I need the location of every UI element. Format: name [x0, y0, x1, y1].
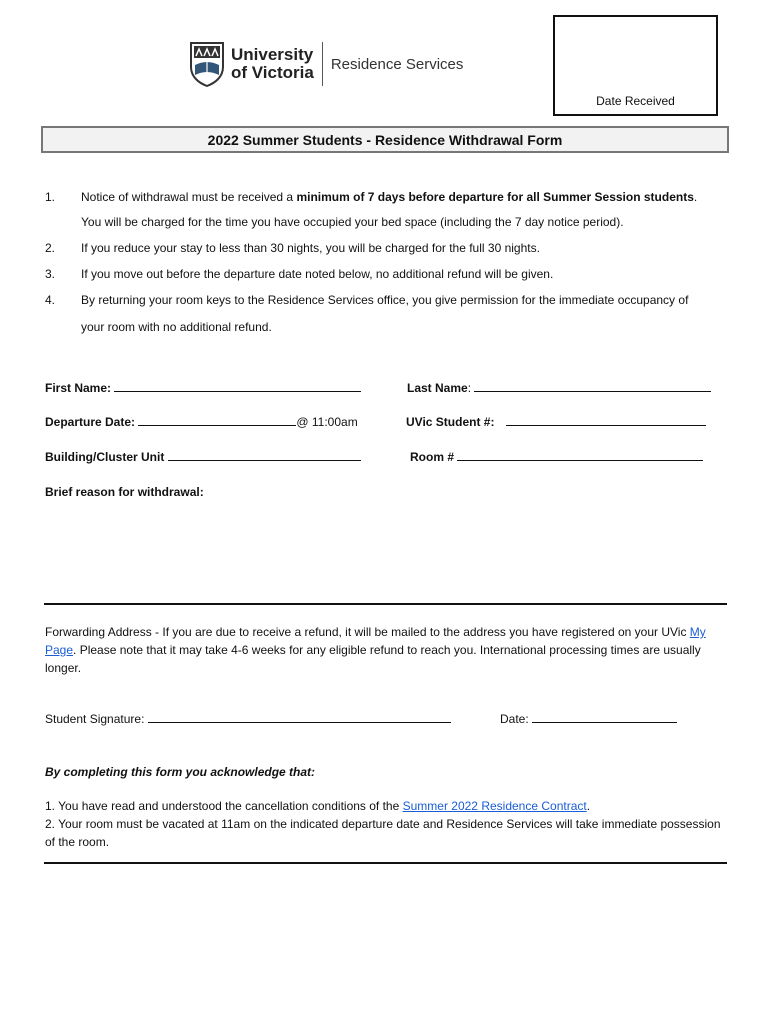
- notice-item-4: [45, 293, 735, 307]
- notice-text: your room with no additional refund.: [81, 320, 272, 334]
- date-received-label: Date Received: [596, 94, 675, 108]
- reason-row: [45, 485, 204, 499]
- residence-contract-link[interactable]: Summer 2022 Residence Contract: [402, 799, 587, 813]
- notice-text: If you move out before the departure date noted below, no additional refund will be given.: [81, 267, 554, 281]
- departure-time: @ 11:00am: [296, 415, 358, 429]
- last-name-label: Last Name: [407, 381, 468, 395]
- date-received-box: [553, 15, 718, 116]
- notice-item-1: [45, 190, 735, 204]
- university-name-line2: of Victoria: [231, 63, 314, 82]
- signature-date-label: Date:: [500, 712, 529, 726]
- notice-item-2: [45, 241, 735, 255]
- bottom-rule: [44, 862, 727, 864]
- last-name-colon: :: [467, 381, 472, 395]
- last-name-row: [407, 381, 711, 395]
- student-number-label: UVic Student #:: [406, 415, 495, 429]
- notice-text-post: .: [693, 190, 698, 204]
- building-label: Building/Cluster Unit: [45, 450, 165, 464]
- department-name: Residence Services: [330, 55, 464, 73]
- student-signature-field[interactable]: [148, 713, 451, 723]
- notice-number: 4.: [45, 293, 56, 307]
- room-row: [410, 450, 703, 464]
- student-signature-label: Student Signature:: [45, 712, 145, 726]
- notice-text: If you reduce your stay to less than 30 nights, you will be charged for the full 30 nights.: [81, 241, 540, 255]
- acknowledge-item-1-post: .: [586, 799, 591, 813]
- university-name-line1: University: [231, 45, 314, 64]
- reason-field[interactable]: [44, 502, 727, 602]
- forwarding-address-note: [45, 623, 730, 677]
- building-row: [45, 450, 361, 464]
- building-field[interactable]: [168, 451, 361, 461]
- forwarding-text-post: . Please note that it may take 4-6 weeks for any eligible refund to reach you. International processing times are usually longer.: [45, 643, 701, 675]
- notice-number: 2.: [45, 241, 56, 255]
- first-name-row: [45, 381, 361, 395]
- signature-date-row: [500, 712, 677, 726]
- room-field[interactable]: [457, 451, 703, 461]
- my-page-link[interactable]: My Page: [45, 625, 706, 657]
- notice-text-bold: minimum of 7 days before departure for all Summer Session students: [296, 190, 694, 204]
- uvic-crest-icon: [189, 41, 225, 87]
- notice-item-4-cont: [45, 320, 735, 334]
- signature-date-field[interactable]: [532, 713, 677, 723]
- first-name-field[interactable]: [114, 382, 361, 392]
- notice-text-pre: Notice of withdrawal must be received a: [81, 190, 297, 204]
- divider-rule: [44, 603, 727, 605]
- form-title-bar: [41, 126, 729, 153]
- notice-item-3: [45, 267, 735, 281]
- notice-number: 1.: [45, 190, 56, 204]
- notice-text: By returning your room keys to the Residence Services office, you give permission for the immediate occupancy of: [81, 293, 689, 307]
- departure-date-field[interactable]: [138, 416, 296, 426]
- departure-date-row: [45, 415, 358, 429]
- form-title: 2022 Summer Students - Residence Withdrawal Form: [207, 131, 563, 148]
- room-label: Room #: [410, 450, 455, 464]
- reason-label: Brief reason for withdrawal:: [45, 485, 204, 499]
- forwarding-text: Forwarding Address - If you are due to receive a refund, it will be mailed to the address you have registered on your UVic: [45, 625, 687, 639]
- acknowledge-heading: By completing this form you acknowledge that:: [45, 765, 316, 779]
- notice-text: [81, 190, 697, 204]
- notice-text: You will be charged for the time you have occupied your bed space (including the 7 day notice period).: [81, 215, 624, 229]
- university-logo: [189, 40, 463, 88]
- last-name-field[interactable]: [474, 382, 711, 392]
- student-signature-row: [45, 712, 451, 726]
- student-number-field[interactable]: [506, 416, 706, 426]
- notice-item-1-cont: [45, 215, 735, 229]
- departure-date-label: Departure Date:: [45, 415, 136, 429]
- acknowledge-list: [45, 797, 730, 851]
- first-name-label: First Name:: [45, 381, 112, 395]
- acknowledge-item-1: [45, 797, 730, 815]
- acknowledge-item-2: 2. Your room must be vacated at 11am on the indicated departure date and Residence Services will take immediate possession of the room.: [45, 817, 721, 849]
- university-name: [231, 46, 314, 82]
- logo-divider: [322, 42, 323, 86]
- student-number-row: [406, 415, 706, 429]
- acknowledge-item-1-text: 1. You have read and understood the cancellation conditions of the: [45, 799, 403, 813]
- notice-number: 3.: [45, 267, 56, 281]
